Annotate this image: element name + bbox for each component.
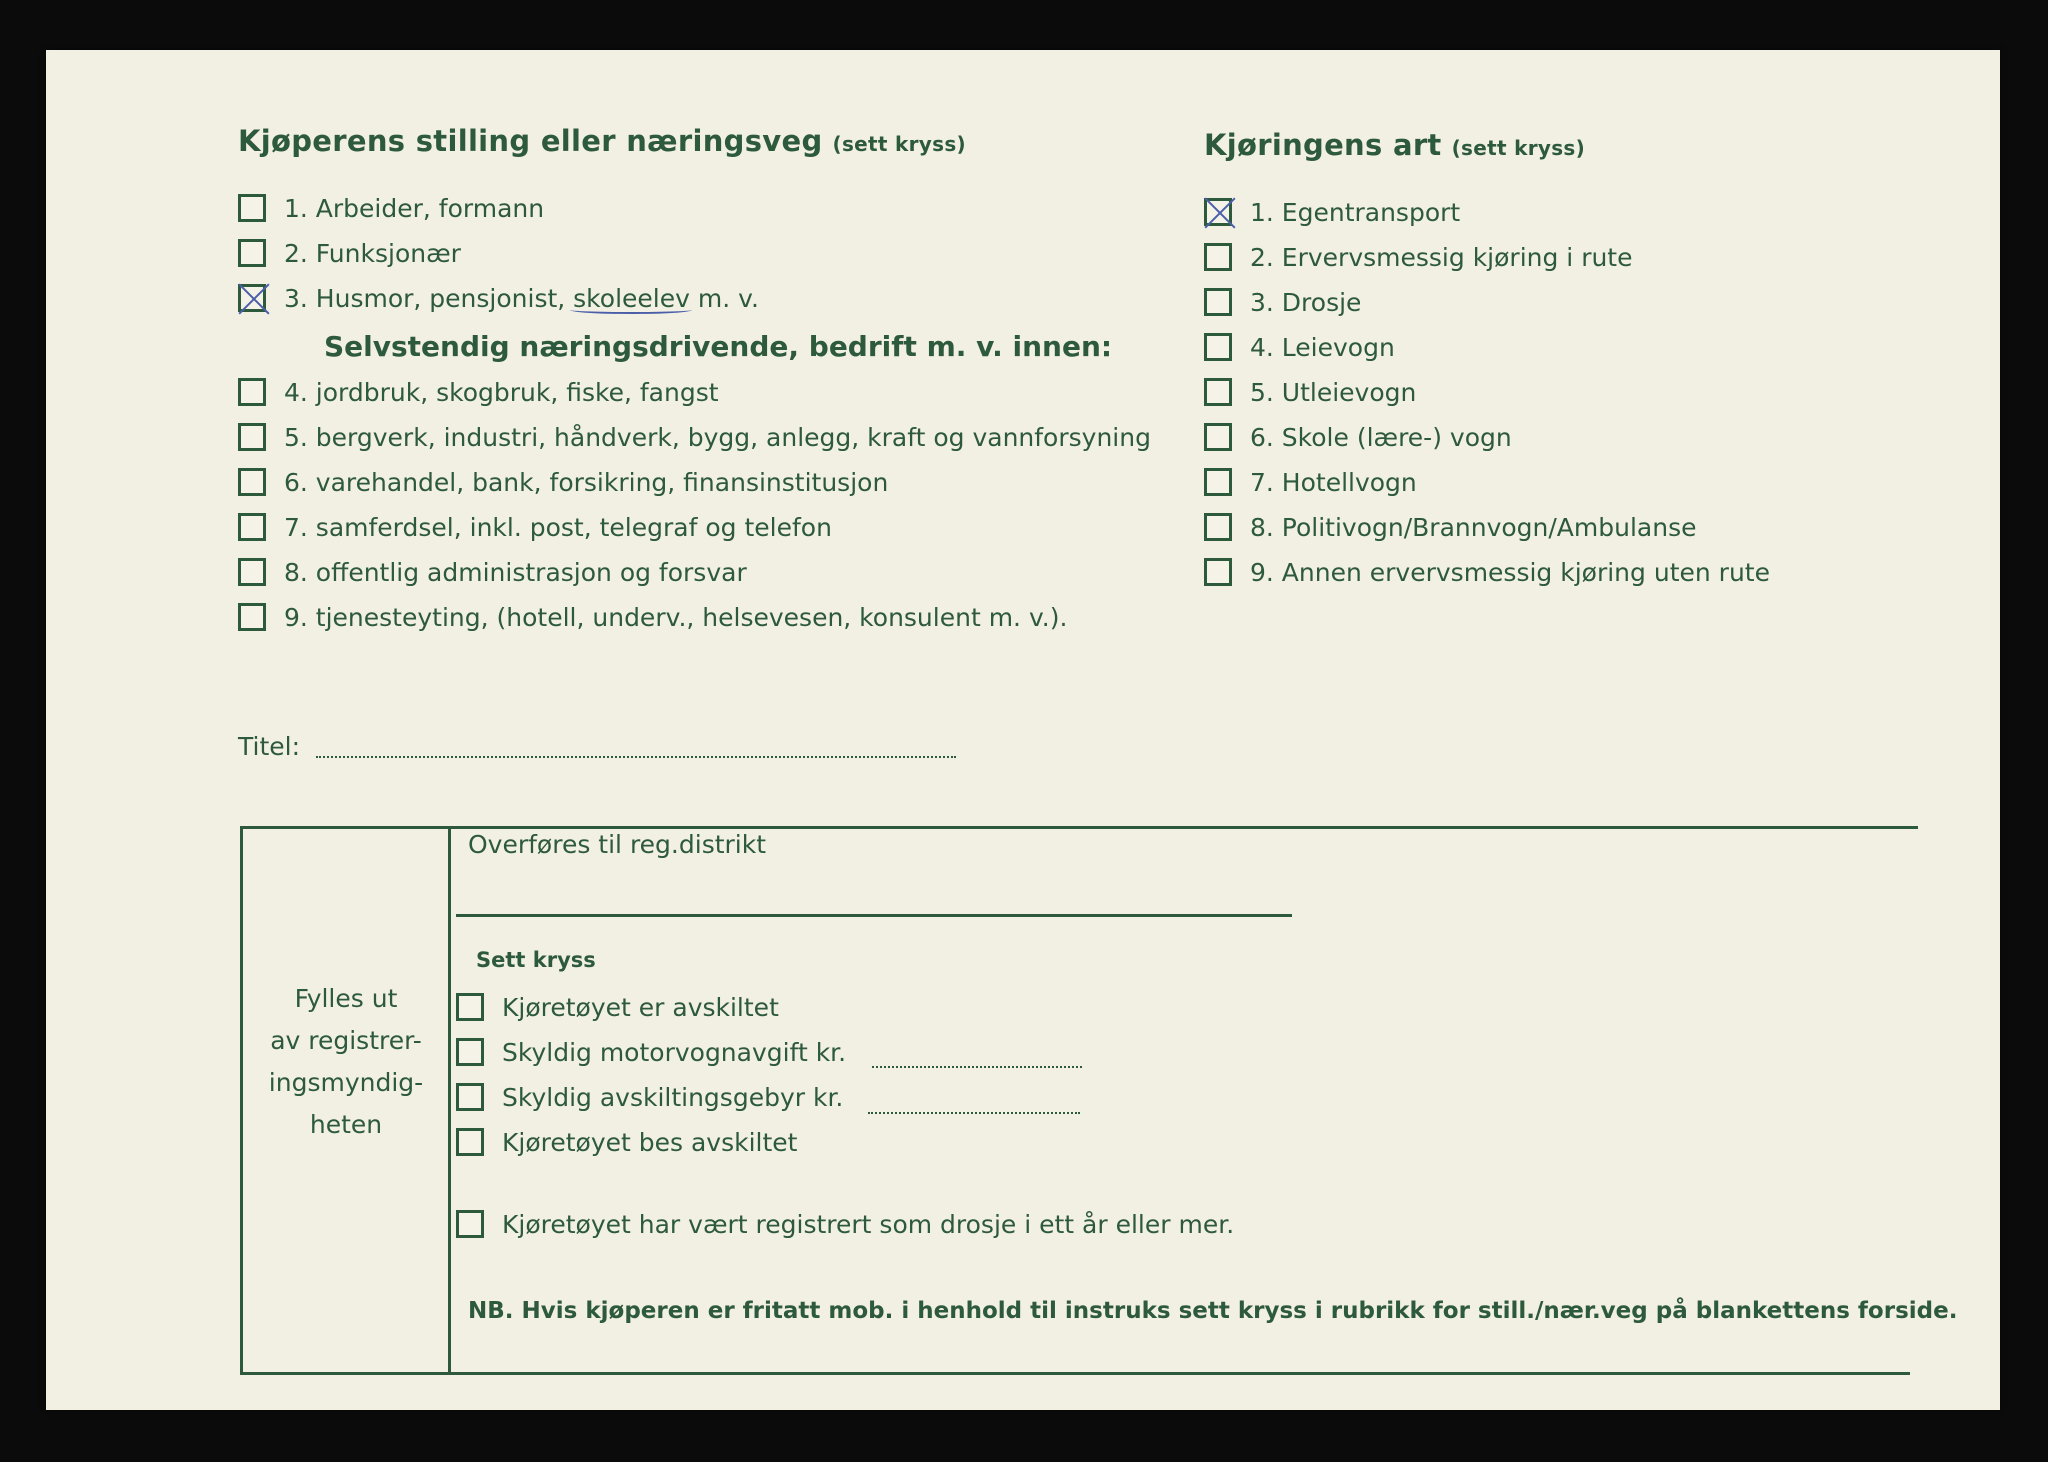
checkbox-driving-9[interactable] — [1204, 558, 1232, 586]
occupation-option-9-label: 9. tjenesteyting, (hotell, underv., helsevesen, konsulent m. v.). — [284, 602, 1068, 632]
check-heading: Sett kryss — [476, 948, 596, 972]
occupation-option-6[interactable] — [238, 465, 888, 499]
checkbox-driving-4[interactable] — [1204, 333, 1232, 361]
checkbox-occupation-6[interactable] — [238, 468, 266, 496]
checkbox-driving-1[interactable] — [1204, 198, 1232, 226]
authority-side-label-line-2: av registrer- — [270, 1026, 422, 1055]
driving-option-4-label: 4. Leievogn — [1250, 332, 1395, 362]
driving-option-7[interactable] — [1204, 465, 1417, 499]
driving-option-5-label: 5. Utleievogn — [1250, 377, 1417, 407]
authority-side-label — [246, 978, 446, 1146]
checkbox-occupation-5[interactable] — [238, 423, 266, 451]
driving-option-4[interactable] — [1204, 330, 1395, 364]
driving-option-8[interactable] — [1204, 510, 1697, 544]
checkbox-registry-3[interactable] — [456, 1083, 484, 1111]
driving-option-5[interactable] — [1204, 375, 1416, 409]
checkbox-occupation-9[interactable] — [238, 603, 266, 631]
driving-option-8-label: 8. Politivogn/Brannvogn/Ambulanse — [1250, 512, 1697, 542]
registry-box-divider — [448, 826, 451, 1372]
driving-option-9-label: 9. Annen ervervsmessig kjøring uten rute — [1250, 557, 1770, 587]
driving-option-2-label: 2. Ervervsmessig kjøring i rute — [1250, 242, 1633, 272]
occupation-option-1-label: 1. Arbeider, formann — [284, 193, 545, 223]
registry-box-top-border — [240, 826, 1918, 829]
registry-check-4[interactable] — [456, 1125, 797, 1159]
checkbox-driving-2[interactable] — [1204, 243, 1232, 271]
registry-check-3[interactable] — [456, 1080, 843, 1114]
buyer-occupation-heading-note: (sett kryss) — [832, 132, 966, 156]
checkbox-occupation-7[interactable] — [238, 513, 266, 541]
occupation-option-7-label: 7. samferdsel, inkl. post, telegraf og telefon — [284, 512, 832, 542]
authority-side-label-line-1: Fylles ut — [294, 984, 398, 1013]
checkbox-driving-7[interactable] — [1204, 468, 1232, 496]
occupation-option-4-label: 4. jordbruk, skogbruk, fiske, fangst — [284, 377, 719, 407]
occupation-option-9[interactable] — [238, 600, 1067, 634]
checkbox-occupation-4[interactable] — [238, 378, 266, 406]
occupation-option-3-label: 3. Husmor, pensjonist, skoleelev m. v. — [284, 283, 759, 313]
driving-type-heading — [1204, 128, 1585, 162]
checkbox-occupation-1[interactable] — [238, 194, 266, 222]
occupation-option-4[interactable] — [238, 375, 719, 409]
registry-check-3-label: Skyldig avskiltingsgebyr kr. — [502, 1082, 844, 1112]
occupation-option-5-label: 5. bergverk, industri, håndverk, bygg, anlegg, kraft og vannforsyning — [284, 422, 1151, 452]
checkbox-occupation-8[interactable] — [238, 558, 266, 586]
transfer-district-input-line[interactable] — [456, 914, 1292, 917]
driving-option-3-label: 3. Drosje — [1250, 287, 1362, 317]
driving-option-6-label: 6. Skole (lære-) vogn — [1250, 422, 1512, 452]
checkbox-driving-6[interactable] — [1204, 423, 1232, 451]
self-employed-subheading: Selvstendig næringsdrivende, bedrift m. v. innen: — [324, 330, 1113, 363]
registry-check-2-label: Skyldig motorvognavgift kr. — [502, 1037, 847, 1067]
taxi-registration-label: Kjøretøyet har vært registrert som drosje i ett år eller mer. — [502, 1209, 1235, 1239]
occupation-option-2-label: 2. Funksjonær — [284, 238, 461, 268]
occupation-option-5[interactable] — [238, 420, 1151, 454]
deregistration-fee-amount-line[interactable] — [868, 1112, 1080, 1114]
taxi-registration-check[interactable] — [456, 1207, 1234, 1241]
handwritten-underline-mark — [570, 306, 692, 314]
motor-tax-amount-line[interactable] — [872, 1066, 1082, 1068]
occupation-option-8-label: 8. offentlig administrasjon og forsvar — [284, 557, 747, 587]
registry-box-bottom-border — [240, 1372, 1910, 1375]
checkbox-driving-8[interactable] — [1204, 513, 1232, 541]
occupation-option-7[interactable] — [238, 510, 832, 544]
registry-check-2[interactable] — [456, 1035, 846, 1069]
driving-type-heading-text: Kjøringens art — [1204, 128, 1442, 162]
checkbox-taxi-registration[interactable] — [456, 1210, 484, 1238]
occupation-option-6-label: 6. varehandel, bank, forsikring, finansinstitusjon — [284, 467, 889, 497]
checkbox-registry-1[interactable] — [456, 993, 484, 1021]
registry-box-left-border — [240, 826, 243, 1375]
title-input-line[interactable] — [316, 756, 956, 758]
checkbox-registry-2[interactable] — [456, 1038, 484, 1066]
checkbox-registry-4[interactable] — [456, 1128, 484, 1156]
occupation-option-2[interactable] — [238, 236, 461, 270]
driving-option-1[interactable] — [1204, 195, 1460, 229]
title-label: Titel: — [238, 732, 300, 761]
authority-side-label-line-3: ingsmyndig- — [268, 1068, 424, 1097]
transfer-district-label: Overføres til reg.distrikt — [468, 830, 767, 859]
checkbox-occupation-3[interactable] — [238, 284, 266, 312]
occupation-option-1[interactable] — [238, 191, 544, 225]
authority-side-label-line-4: heten — [309, 1110, 383, 1139]
occupation-option-8[interactable] — [238, 555, 747, 589]
registry-check-4-label: Kjøretøyet bes avskiltet — [502, 1127, 798, 1157]
driving-option-2[interactable] — [1204, 240, 1633, 274]
registry-check-1[interactable] — [456, 990, 779, 1024]
checkbox-driving-3[interactable] — [1204, 288, 1232, 316]
buyer-occupation-heading — [238, 124, 966, 158]
checkbox-occupation-2[interactable] — [238, 239, 266, 267]
form-card — [46, 50, 2000, 1410]
driving-option-7-label: 7. Hotellvogn — [1250, 467, 1417, 497]
driving-type-heading-note: (sett kryss) — [1451, 136, 1586, 160]
driving-option-3[interactable] — [1204, 285, 1361, 319]
nb-note: NB. Hvis kjøperen er fritatt mob. i henhold til instruks sett kryss i rubrikk for still./nær.veg på blankettens forside. — [468, 1298, 1958, 1324]
driving-option-1-label: 1. Egentransport — [1250, 197, 1461, 227]
buyer-occupation-heading-text: Kjøperens stilling eller næringsveg — [238, 124, 823, 158]
checkbox-driving-5[interactable] — [1204, 378, 1232, 406]
registry-check-1-label: Kjøretøyet er avskiltet — [502, 992, 779, 1022]
driving-option-9[interactable] — [1204, 555, 1770, 589]
driving-option-6[interactable] — [1204, 420, 1512, 454]
